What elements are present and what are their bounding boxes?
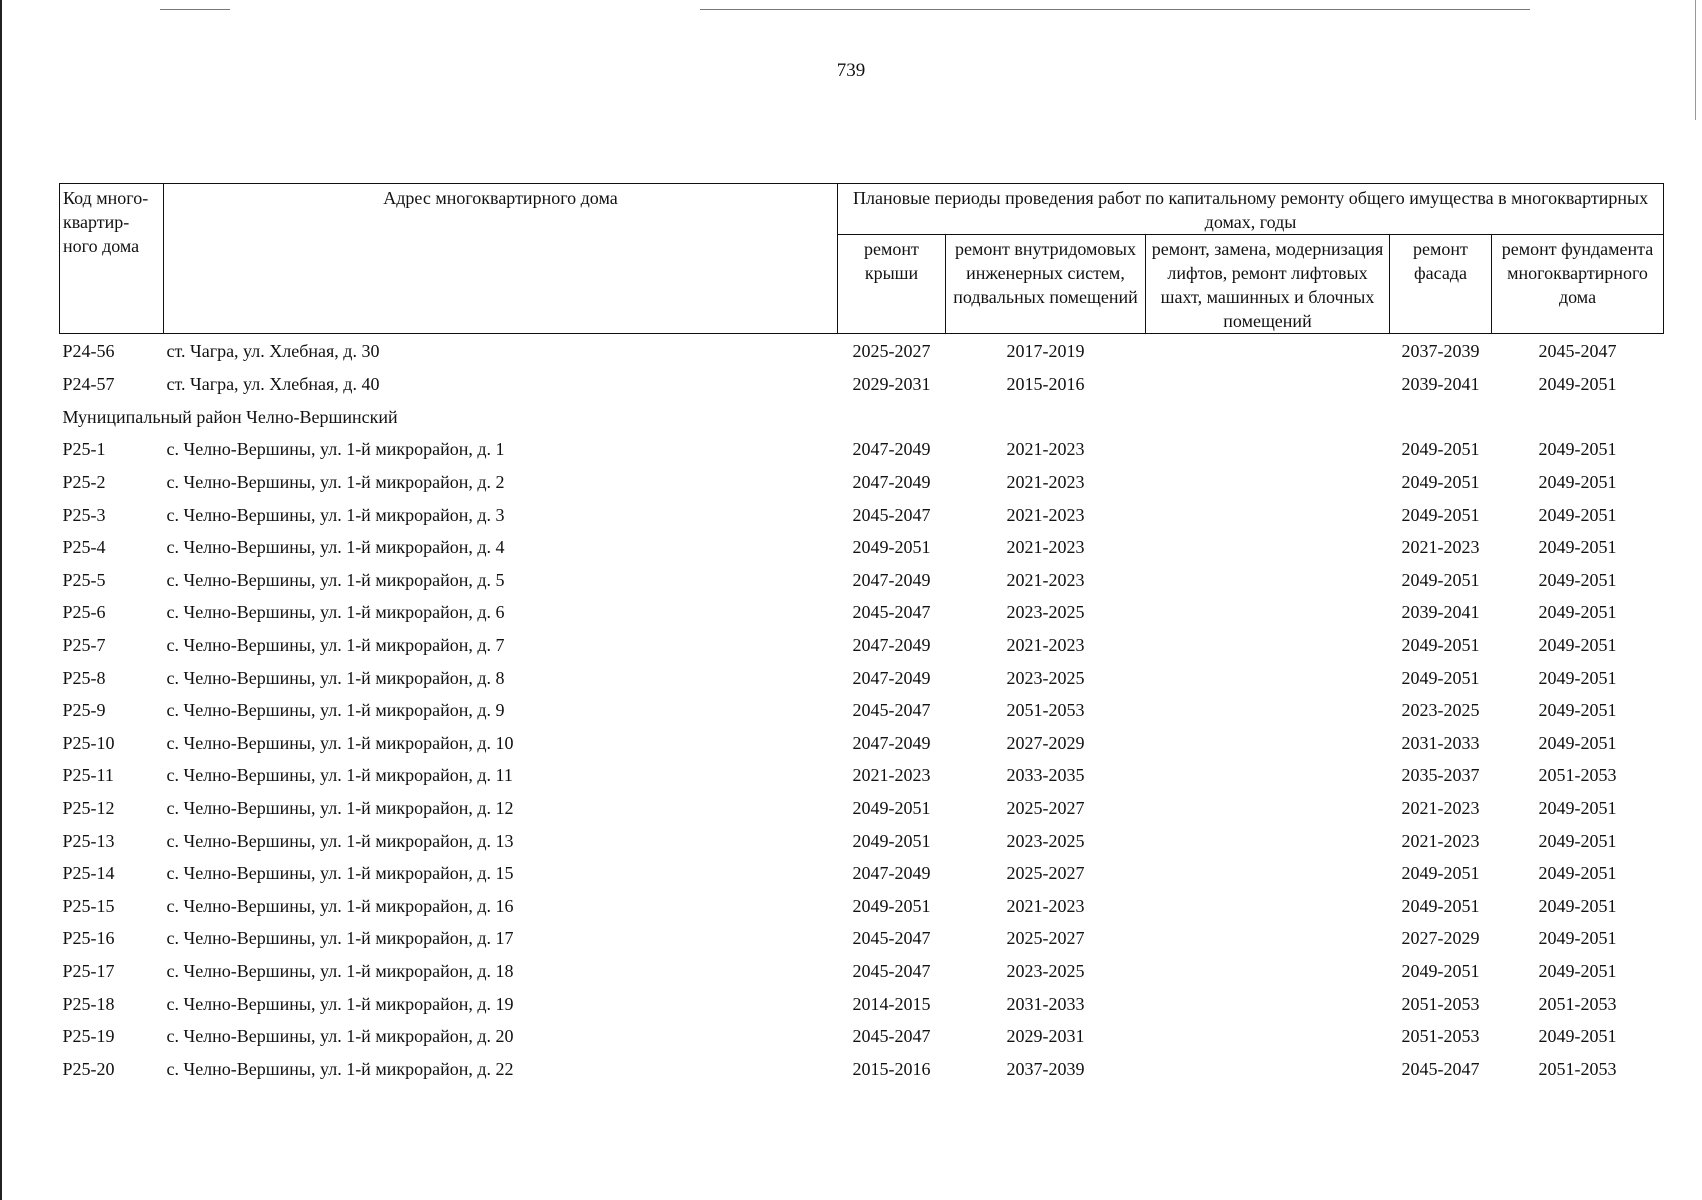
cell-foundation: 2049-2051 <box>1538 732 1617 753</box>
cell-foundation: 2049-2051 <box>1538 602 1617 623</box>
table-row <box>60 792 1664 825</box>
cell-foundation: 2049-2051 <box>1538 667 1617 688</box>
cell-roof: 2049-2051 <box>852 537 931 558</box>
cell-address: с. Челно-Вершины, ул. 1-й микрорайон, д. 7 <box>166 635 505 656</box>
cell-code: Р25-11 <box>62 765 114 786</box>
section-label: Муниципальный район Челно-Вершинский <box>62 406 398 427</box>
cell-facade: 2049-2051 <box>1401 863 1480 884</box>
cell-code: Р25-18 <box>62 993 115 1014</box>
cell-roof: 2021-2023 <box>852 765 931 786</box>
table-row <box>60 466 1664 499</box>
cell-foundation: 2049-2051 <box>1538 537 1617 558</box>
cell-code: Р25-16 <box>62 928 115 949</box>
cell-systems: 2031-2033 <box>1006 993 1085 1014</box>
cell-systems: 2021-2023 <box>1006 537 1085 558</box>
cell-facade: 2049-2051 <box>1401 895 1480 916</box>
cell-code: Р24-56 <box>62 341 115 361</box>
cell-code: Р25-2 <box>62 472 106 493</box>
cell-elevators <box>1146 433 1390 466</box>
table-row <box>60 433 1664 466</box>
cell-facade: 2039-2041 <box>1401 374 1480 395</box>
cell-roof: 2029-2031 <box>852 374 931 395</box>
cell-facade: 2035-2037 <box>1401 765 1480 786</box>
table-row <box>60 498 1664 531</box>
cell-code: Р25-17 <box>62 960 115 981</box>
cell-roof: 2047-2049 <box>852 732 931 753</box>
cell-roof: 2047-2049 <box>852 569 931 590</box>
cell-address: с. Челно-Вершины, ул. 1-й микрорайон, д. 19 <box>166 993 514 1014</box>
cell-code: Р25-7 <box>62 635 106 656</box>
cell-systems: 2021-2023 <box>1006 439 1085 460</box>
cell-elevators <box>1146 531 1390 564</box>
cell-elevators <box>1146 596 1390 629</box>
table-row <box>60 596 1664 629</box>
cell-systems: 2037-2039 <box>1006 1058 1085 1079</box>
cell-address: с. Челно-Вершины, ул. 1-й микрорайон, д. 12 <box>166 798 514 819</box>
cell-roof: 2014-2015 <box>852 993 931 1014</box>
section-row <box>60 401 1664 434</box>
cell-elevators <box>1146 368 1390 401</box>
cell-code: Р25-9 <box>62 700 106 721</box>
cell-facade: 2051-2053 <box>1401 1026 1480 1047</box>
cell-elevators <box>1146 694 1390 727</box>
cell-foundation: 2051-2053 <box>1538 765 1617 786</box>
cell-roof: 2045-2047 <box>852 928 931 949</box>
cell-elevators <box>1146 334 1390 369</box>
cell-systems: 2021-2023 <box>1006 635 1085 656</box>
cell-elevators <box>1146 955 1390 988</box>
cell-code: Р25-8 <box>62 667 106 688</box>
cell-code: Р25-20 <box>62 1058 115 1079</box>
cell-roof: 2045-2047 <box>852 960 931 981</box>
cell-facade: 2049-2051 <box>1401 472 1480 493</box>
table-row <box>60 824 1664 857</box>
table-row <box>60 1020 1664 1053</box>
cell-foundation: 2045-2047 <box>1538 341 1617 361</box>
table-row <box>60 922 1664 955</box>
header-systems: ремонт внутридомовых инженерных систем, подвальных помещений <box>946 235 1146 334</box>
cell-foundation: 2051-2053 <box>1538 993 1617 1014</box>
cell-systems: 2051-2053 <box>1006 700 1085 721</box>
cell-foundation: 2049-2051 <box>1538 798 1617 819</box>
cell-roof: 2045-2047 <box>852 1026 931 1047</box>
cell-facade: 2021-2023 <box>1401 798 1480 819</box>
cell-facade: 2037-2039 <box>1401 341 1480 361</box>
cell-facade: 2021-2023 <box>1401 830 1480 851</box>
cell-foundation: 2049-2051 <box>1538 374 1617 395</box>
cell-address: с. Челно-Вершины, ул. 1-й микрорайон, д. 3 <box>166 504 505 525</box>
table-row <box>60 759 1664 792</box>
table-row <box>60 694 1664 727</box>
cell-systems: 2029-2031 <box>1006 1026 1085 1047</box>
cell-systems: 2021-2023 <box>1006 504 1085 525</box>
table-row <box>60 857 1664 890</box>
scan-artifact-line <box>700 9 1530 10</box>
cell-address: с. Челно-Вершины, ул. 1-й микрорайон, д. 13 <box>166 830 514 851</box>
cell-foundation: 2049-2051 <box>1538 863 1617 884</box>
cell-elevators <box>1146 792 1390 825</box>
cell-elevators <box>1146 564 1390 597</box>
cell-code: Р25-1 <box>62 439 106 460</box>
cell-address: с. Челно-Вершины, ул. 1-й микрорайон, д. 22 <box>166 1058 514 1079</box>
cell-code: Р25-6 <box>62 602 106 623</box>
cell-systems: 2017-2019 <box>1006 341 1085 361</box>
cell-foundation: 2049-2051 <box>1538 569 1617 590</box>
cell-code: Р25-5 <box>62 569 106 590</box>
table-row <box>60 334 1664 369</box>
cell-elevators <box>1146 824 1390 857</box>
cell-facade: 2049-2051 <box>1401 635 1480 656</box>
cell-foundation: 2049-2051 <box>1538 830 1617 851</box>
cell-facade: 2045-2047 <box>1401 1058 1480 1079</box>
table-row <box>60 987 1664 1020</box>
cell-roof: 2049-2051 <box>852 830 931 851</box>
cell-elevators <box>1146 629 1390 662</box>
cell-systems: 2025-2027 <box>1006 863 1085 884</box>
cell-code: Р25-12 <box>62 798 115 819</box>
cell-systems: 2023-2025 <box>1006 667 1085 688</box>
cell-address: с. Челно-Вершины, ул. 1-й микрорайон, д. 10 <box>166 732 514 753</box>
cell-systems: 2025-2027 <box>1006 798 1085 819</box>
table-row <box>60 727 1664 760</box>
header-periods: Плановые периоды проведения работ по капитальному ремонту общего имущества в многоквартирных домах, годы <box>838 184 1664 235</box>
table-row <box>60 661 1664 694</box>
cell-foundation: 2049-2051 <box>1538 895 1617 916</box>
cell-address: с. Челно-Вершины, ул. 1-й микрорайон, д. 11 <box>166 765 513 786</box>
header-address: Адрес многоквартирного дома <box>164 184 838 334</box>
cell-address: ст. Чагра, ул. Хлебная, д. 40 <box>166 374 380 395</box>
cell-elevators <box>1146 759 1390 792</box>
table-row <box>60 890 1664 923</box>
cell-elevators <box>1146 890 1390 923</box>
table-row <box>60 1052 1664 1085</box>
header-roof: ремонт крыши <box>838 235 946 334</box>
cell-foundation: 2049-2051 <box>1538 635 1617 656</box>
cell-code: Р25-3 <box>62 504 106 525</box>
cell-code: Р25-4 <box>62 537 106 558</box>
cell-facade: 2049-2051 <box>1401 667 1480 688</box>
cell-roof: 2049-2051 <box>852 798 931 819</box>
cell-address: ст. Чагра, ул. Хлебная, д. 30 <box>166 341 380 361</box>
cell-address: с. Челно-Вершины, ул. 1-й микрорайон, д. 15 <box>166 863 514 884</box>
header-foundation: ремонт фундамента многоквартирного дома <box>1492 235 1664 334</box>
cell-roof: 2015-2016 <box>852 1058 931 1079</box>
cell-systems: 2033-2035 <box>1006 765 1085 786</box>
cell-systems: 2023-2025 <box>1006 830 1085 851</box>
header-code: Код много-квартир-ного дома <box>60 184 164 334</box>
table-row <box>60 531 1664 564</box>
cell-code: Р25-10 <box>62 732 115 753</box>
cell-address: с. Челно-Вершины, ул. 1-й микрорайон, д. 8 <box>166 667 505 688</box>
cell-systems: 2021-2023 <box>1006 569 1085 590</box>
cell-roof: 2045-2047 <box>852 700 931 721</box>
cell-roof: 2025-2027 <box>852 341 931 361</box>
cell-facade: 2031-2033 <box>1401 732 1480 753</box>
rows-before-section <box>60 334 1664 401</box>
cell-address: с. Челно-Вершины, ул. 1-й микрорайон, д. 9 <box>166 700 505 721</box>
cell-address: с. Челно-Вершины, ул. 1-й микрорайон, д. 5 <box>166 569 505 590</box>
cell-address: с. Челно-Вершины, ул. 1-й микрорайон, д. 1 <box>166 439 505 460</box>
cell-code: Р25-19 <box>62 1026 115 1047</box>
cell-code: Р25-14 <box>62 863 115 884</box>
cell-foundation: 2049-2051 <box>1538 504 1617 525</box>
cell-elevators <box>1146 987 1390 1020</box>
cell-address: с. Челно-Вершины, ул. 1-й микрорайон, д. 18 <box>166 960 514 981</box>
cell-facade: 2051-2053 <box>1401 993 1480 1014</box>
cell-facade: 2039-2041 <box>1401 602 1480 623</box>
cell-foundation: 2049-2051 <box>1538 928 1617 949</box>
cell-elevators <box>1146 661 1390 694</box>
cell-elevators <box>1146 727 1390 760</box>
cell-facade: 2049-2051 <box>1401 960 1480 981</box>
cell-facade: 2027-2029 <box>1401 928 1480 949</box>
cell-elevators <box>1146 498 1390 531</box>
cell-systems: 2023-2025 <box>1006 602 1085 623</box>
cell-facade: 2023-2025 <box>1401 700 1480 721</box>
cell-roof: 2047-2049 <box>852 667 931 688</box>
cell-foundation: 2049-2051 <box>1538 472 1617 493</box>
cell-foundation: 2049-2051 <box>1538 439 1617 460</box>
cell-facade: 2021-2023 <box>1401 537 1480 558</box>
cell-roof: 2047-2049 <box>852 863 931 884</box>
cell-address: с. Челно-Вершины, ул. 1-й микрорайон, д. 6 <box>166 602 505 623</box>
cell-systems: 2027-2029 <box>1006 732 1085 753</box>
cell-roof: 2047-2049 <box>852 635 931 656</box>
cell-systems: 2015-2016 <box>1006 374 1085 395</box>
cell-roof: 2047-2049 <box>852 439 931 460</box>
cell-address: с. Челно-Вершины, ул. 1-й микрорайон, д. 16 <box>166 895 514 916</box>
cell-address: с. Челно-Вершины, ул. 1-й микрорайон, д. 2 <box>166 472 505 493</box>
cell-address: с. Челно-Вершины, ул. 1-й микрорайон, д. 20 <box>166 1026 514 1047</box>
cell-facade: 2049-2051 <box>1401 569 1480 590</box>
cell-systems: 2025-2027 <box>1006 928 1085 949</box>
header-elevators: ремонт, замена, модернизация лифтов, ремонт лифтовых шахт, машинных и блочных помещений <box>1146 235 1390 334</box>
section-group <box>60 401 1664 434</box>
cell-elevators <box>1146 1020 1390 1053</box>
cell-facade: 2049-2051 <box>1401 504 1480 525</box>
cell-elevators <box>1146 922 1390 955</box>
table-row <box>60 564 1664 597</box>
cell-elevators <box>1146 1052 1390 1085</box>
cell-code: Р24-57 <box>62 374 115 395</box>
cell-elevators <box>1146 857 1390 890</box>
cell-systems: 2023-2025 <box>1006 960 1085 981</box>
cell-roof: 2045-2047 <box>852 504 931 525</box>
cell-address: с. Челно-Вершины, ул. 1-й микрорайон, д. 17 <box>166 928 514 949</box>
scan-left-edge <box>0 0 2 1200</box>
capital-repair-schedule-table <box>59 183 1664 1085</box>
page-number: 739 <box>836 60 866 81</box>
table-row <box>60 955 1664 988</box>
cell-address: с. Челно-Вершины, ул. 1-й микрорайон, д. 4 <box>166 537 505 558</box>
rows-after-section <box>60 433 1664 1085</box>
cell-roof: 2047-2049 <box>852 472 931 493</box>
cell-elevators <box>1146 466 1390 499</box>
header-facade: ремонт фасада <box>1390 235 1492 334</box>
cell-roof: 2045-2047 <box>852 602 931 623</box>
cell-code: Р25-13 <box>62 830 115 851</box>
cell-foundation: 2049-2051 <box>1538 700 1617 721</box>
cell-roof: 2049-2051 <box>852 895 931 916</box>
cell-facade: 2049-2051 <box>1401 439 1480 460</box>
cell-code: Р25-15 <box>62 895 115 916</box>
table-row <box>60 368 1664 401</box>
table-row <box>60 629 1664 662</box>
cell-systems: 2021-2023 <box>1006 472 1085 493</box>
scan-artifact-line <box>160 9 230 10</box>
cell-foundation: 2049-2051 <box>1538 1026 1617 1047</box>
cell-foundation: 2049-2051 <box>1538 960 1617 981</box>
cell-foundation: 2051-2053 <box>1538 1058 1617 1079</box>
cell-systems: 2021-2023 <box>1006 895 1085 916</box>
